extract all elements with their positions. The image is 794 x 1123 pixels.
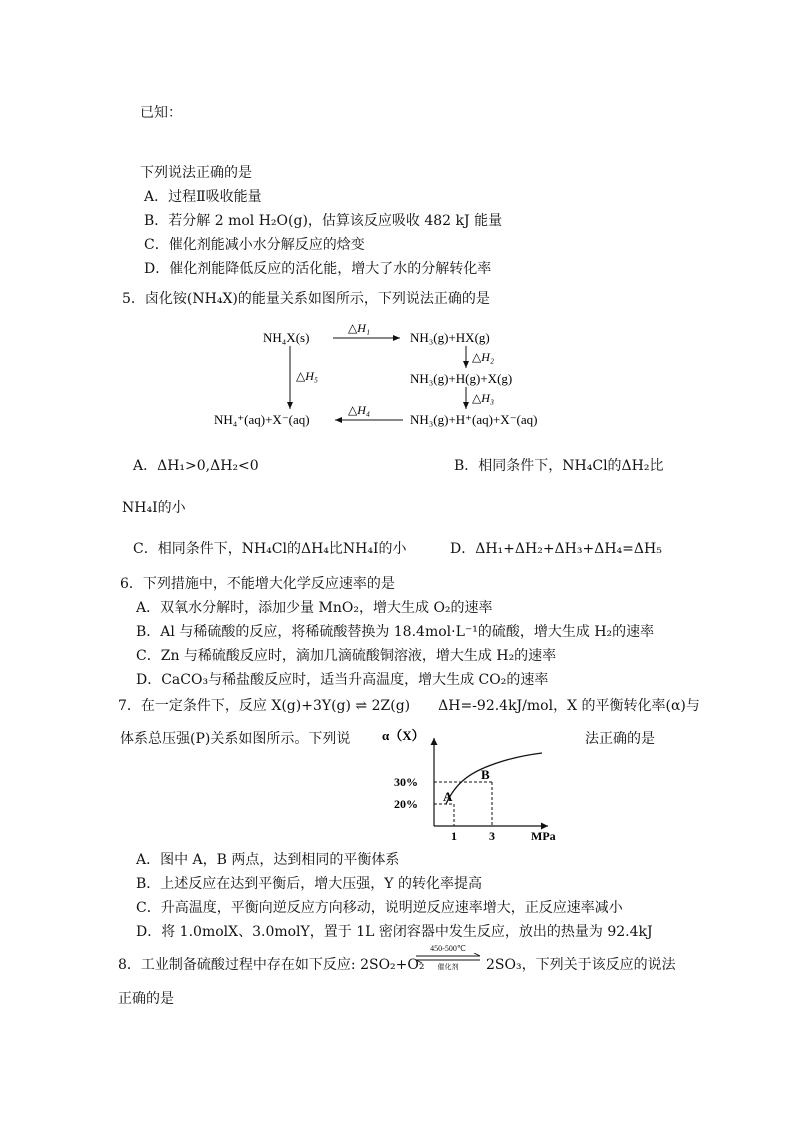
x-axis-label: MPa bbox=[531, 829, 556, 843]
q7-option-c: C．升高温度，平衡向逆反应方向移动，说明逆反应速率增大，正反应速率减小 bbox=[136, 900, 623, 916]
equilibrium-arrows-icon bbox=[414, 953, 482, 963]
y-tick-label: 30% bbox=[394, 775, 418, 789]
q6-option-d: D．CaCO₃与稀盐酸反应时，适当升高温度，增大生成 CO₂的速率 bbox=[136, 672, 549, 688]
q4-option-c: C．催化剂能减小水分解反应的焓变 bbox=[144, 237, 365, 253]
label-dh3: △H₃ bbox=[472, 391, 495, 405]
q4-option-b: B．若分解 2 mol H₂O(g)，估算该反应吸收 482 kJ 能量 bbox=[144, 213, 503, 229]
q7-stem-line2-right: 法正确的是 bbox=[585, 731, 655, 747]
q4-option-a: A．过程Ⅱ吸收能量 bbox=[144, 189, 262, 205]
q7-option-b: B．上述反应在达到平衡后，增大压强，Y 的转化率提高 bbox=[136, 876, 482, 892]
q8-stem-line2: 正确的是 bbox=[118, 991, 174, 1007]
y-tick-label: 20% bbox=[394, 797, 418, 811]
point-label-a: A bbox=[443, 789, 453, 804]
q4-option-d: D．催化剂能降低反应的活化能，增大了水的分解转化率 bbox=[144, 261, 492, 277]
q7-stem-line1: 7．在一定条件下，反应 X(g)+3Y(g) ⇌ 2Z(g) ΔH=-92.4kJ/mol，X 的平衡转化率(α)与 bbox=[118, 698, 700, 714]
q6-option-a: A．双氧水分解时，添加少量 MnO₂，增大生成 O₂的速率 bbox=[136, 600, 493, 616]
q6-stem: 6．下列措施中，不能增大化学反应速率的是 bbox=[120, 576, 395, 592]
q5-option-d: D．ΔH₁+ΔH₂+ΔH₃+ΔH₄=ΔH₅ bbox=[450, 541, 662, 557]
q5-option-a: A．ΔH₁>0,ΔH₂<0 bbox=[133, 458, 259, 474]
condition-temperature: 450-500℃ bbox=[430, 944, 466, 953]
species-nh3-hx: NH₃(g)+HX(g) bbox=[410, 330, 490, 345]
conversion-curve bbox=[446, 753, 542, 804]
label-dh4: △H₄ bbox=[348, 403, 371, 417]
species-nh4plus-xminus: NH₄⁺(aq)+X⁻(aq) bbox=[214, 412, 310, 427]
energy-cycle-diagram bbox=[200, 318, 580, 438]
x-tick-label: 1 bbox=[451, 829, 457, 843]
label-dh2: △H₂ bbox=[472, 350, 495, 364]
q6-option-b: B．Al 与稀硫酸的反应，将稀硫酸替换为 18.4mol·L⁻¹的硫酸，增大生成 H₂的速率 bbox=[136, 624, 655, 640]
q5-option-b-continued: NH₄I的小 bbox=[122, 500, 186, 516]
label-dh5: △H₅ bbox=[296, 369, 319, 383]
reversible-arrow-condition bbox=[414, 944, 482, 974]
q7-option-d: D．将 1.0molX、3.0molY，置于 1L 密闭容器中发生反应，放出的热量为 92.4kJ bbox=[136, 924, 653, 940]
q5-option-c: C．相同条件下，NH₄Cl的ΔH₄比NH₄I的小 bbox=[133, 541, 407, 557]
species-nh3-h-x: NH₃(g)+H(g)+X(g) bbox=[410, 371, 513, 386]
q4-stem: 下列说法正确的是 bbox=[140, 165, 252, 181]
condition-catalyst: 催化剂 bbox=[437, 963, 459, 971]
q7-stem-line2-left: 体系总压强(P)关系如图所示。下列说 bbox=[120, 731, 351, 747]
q8-stem-left: 8．工业制备硫酸过程中存在如下反应: 2SO₂+O₂ bbox=[118, 957, 425, 973]
y-axis-label: α（X） bbox=[382, 728, 425, 743]
q5-stem: 5．卤化铵(NH₄X)的能量关系如图所示，下列说法正确的是 bbox=[122, 291, 490, 307]
conversion-pressure-chart bbox=[376, 722, 576, 844]
species-nh3-hplus-xminus: NH₃(g)+H⁺(aq)+X⁻(aq) bbox=[410, 412, 538, 427]
q8-stem-right: 2SO₃，下列关于该反应的说法 bbox=[486, 957, 676, 973]
point-label-b: B bbox=[481, 767, 490, 782]
q6-option-c: C．Zn 与稀硫酸反应时，滴加几滴硫酸铜溶液，增大生成 H₂的速率 bbox=[136, 648, 557, 664]
label-dh1: △H₁ bbox=[348, 321, 371, 335]
x-tick-label: 3 bbox=[489, 829, 495, 843]
species-nh4x-solid: NH₄X(s) bbox=[263, 330, 310, 345]
q5-option-b: B．相同条件下，NH₄Cl的ΔH₂比 bbox=[454, 458, 664, 474]
known-label: 已知： bbox=[140, 105, 182, 121]
q7-option-a: A．图中 A，B 两点，达到相同的平衡体系 bbox=[136, 852, 400, 868]
